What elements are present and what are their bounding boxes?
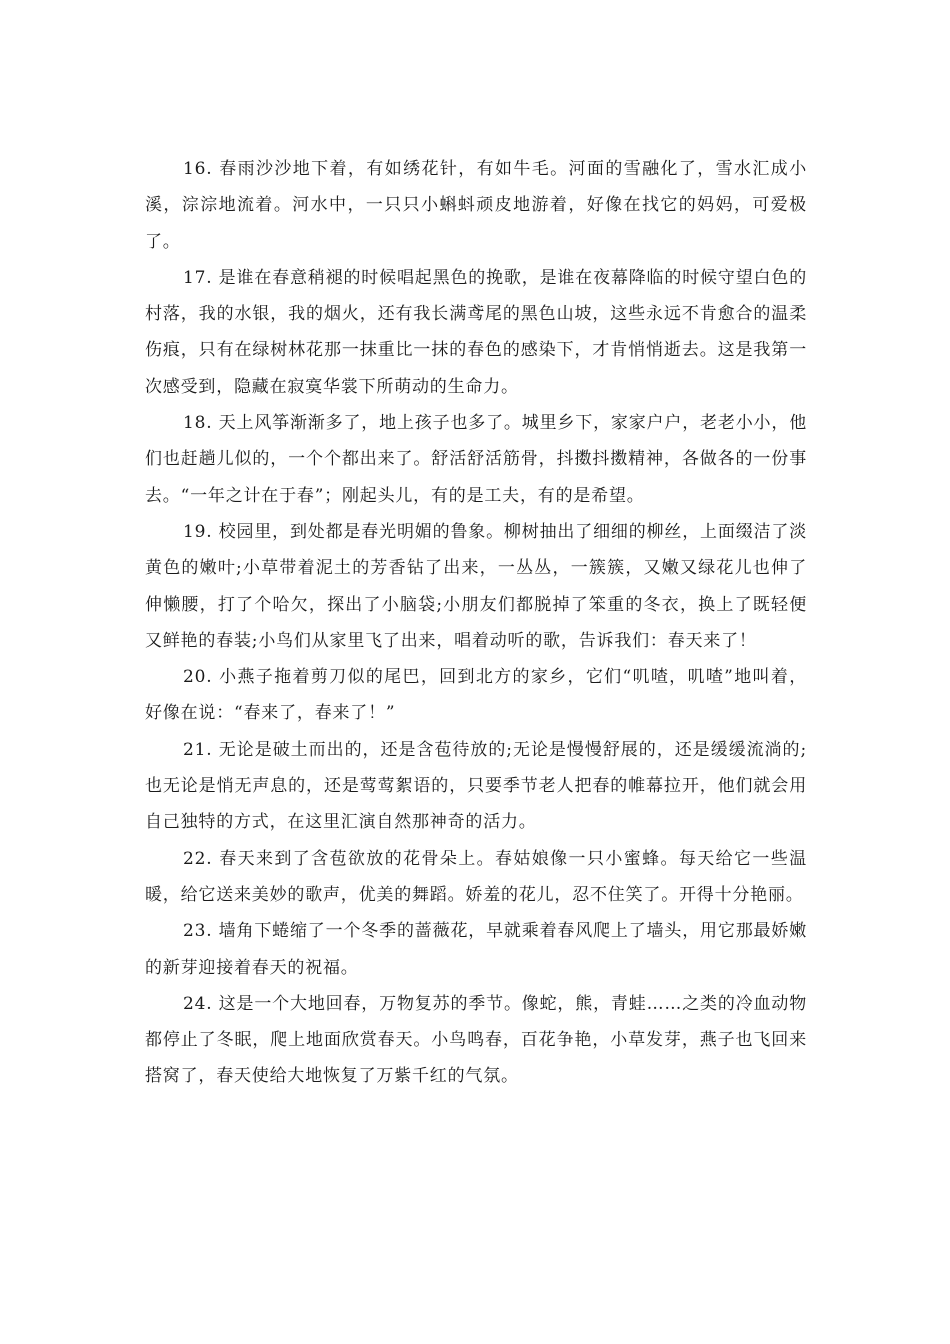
paragraph-21: 21. 无论是破土而出的，还是含苞待放的;无论是慢慢舒展的，还是缓缓流淌的;也无论是悄无声息的，还是莺莺絮语的，只要季节老人把春的帷幕拉开，他们就会用自己独特的方式，在这里汇演自然那神奇的活力。 xyxy=(145,739,807,833)
paragraph-16: 16. 春雨沙沙地下着，有如绣花针，有如牛毛。河面的雪融化了，雪水汇成小溪，淙淙地流着。河水中，一只只小蝌蚪顽皮地游着，好像在找它的妈妈，可爱极了。 xyxy=(145,159,807,252)
paragraph-20: 20. 小燕子拖着剪刀似的尾巴，回到北方的家乡，它们“叽喳，叽喳”地叫着，好像在说：“春来了，春来了！” xyxy=(145,667,807,724)
paragraph-22: 22. 春天来到了含苞欲放的花骨朵上。春姑娘像一只小蜜蜂。每天给它一些温暖，给它送来美妙的歌声，优美的舞蹈。娇羞的花儿，忍不住笑了。开得十分艳丽。 xyxy=(145,848,807,905)
paragraph-18: 18. 天上风筝渐渐多了，地上孩子也多了。城里乡下，家家户户，老老小小，他们也赶趟儿似的，一个个都出来了。舒活舒活筋骨，抖擞抖擞精神，各做各的一份事去。“一年之计在于春”；刚起头儿，有的是工夫，有的是希望。 xyxy=(145,413,807,506)
paragraph-17: 17. 是谁在春意稍褪的时候唱起黑色的挽歌，是谁在夜幕降临的时候守望白色的村落，我的水银，我的烟火，还有我长满鸢尾的黑色山坡，这些永远不肯愈合的温柔伤痕，只有在绿树林花那一抹重比一抹的春色的感染下，才肯悄悄逝去。这是我第一次感受到，隐藏在寂寞华裳下所萌动的生命力。 xyxy=(145,267,807,397)
paragraph-23: 23. 墙角下蜷缩了一个冬季的蔷薇花，早就乘着春风爬上了墙头，用它那最娇嫩的新芽迎接着春天的祝福。 xyxy=(145,921,807,978)
paragraph-19: 19. 校园里，到处都是春光明媚的鲁象。柳树抽出了细细的柳丝，上面缀洁了淡黄色的嫩叶;小草带着泥土的芳香钻了出来，一丛丛，一簇簇，又嫩又绿花儿也伸了伸懒腰，打了个哈欠，探出了小脑袋;小朋友们都脱掉了笨重的冬衣，换上了既轻便又鲜艳的春装;小鸟们从家里飞了出来，唱着动听的歌，告诉我们：春天来了！ xyxy=(145,521,807,651)
paragraph-24: 24. 这是一个大地回春，万物复苏的季节。像蛇，熊，青蛙……之类的冷血动物都停止了冬眠，爬上地面欣赏春天。小鸟鸣春，百花争艳，小草发芽，燕子也飞回来搭窝了，春天使给大地恢复了万紫千红的气氛。 xyxy=(145,993,807,1087)
document-body xyxy=(145,151,807,1095)
